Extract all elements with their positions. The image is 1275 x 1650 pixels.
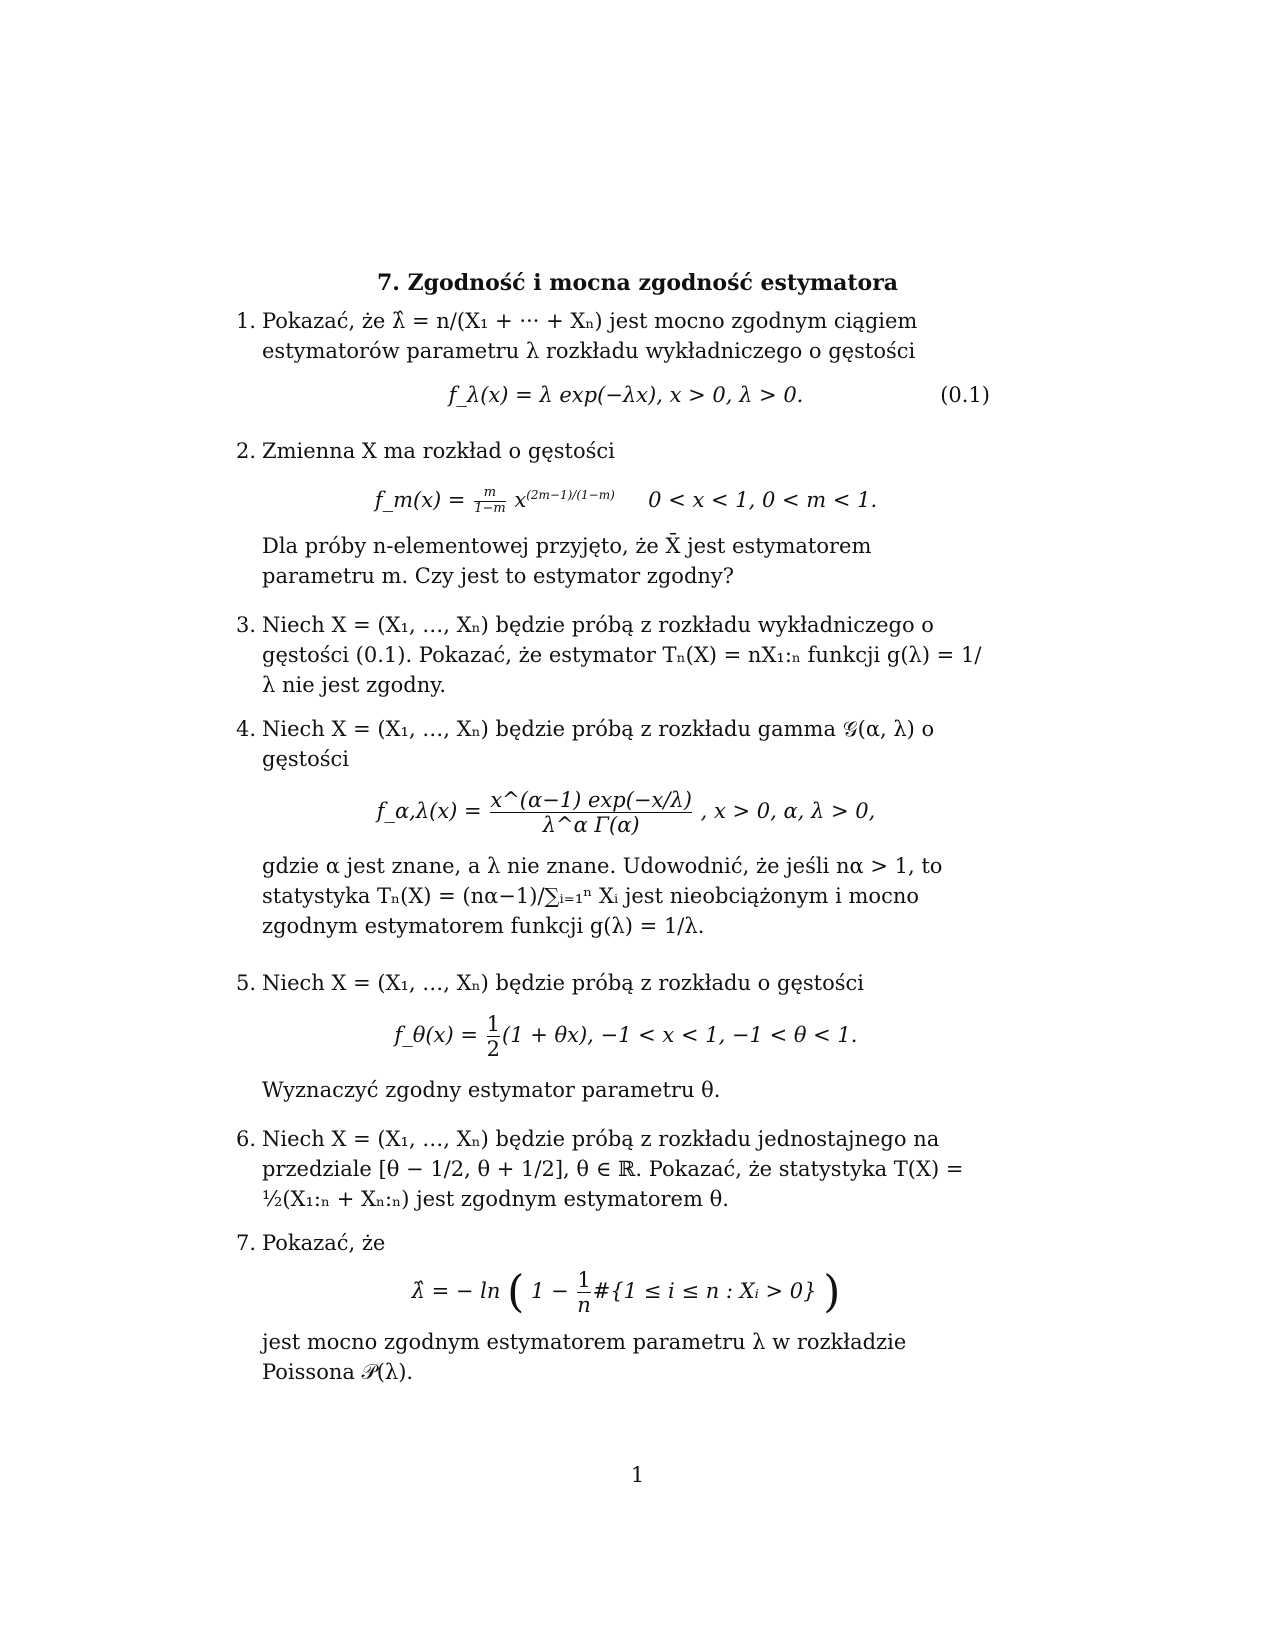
problem-text: Pokazać, że λ̂ = n/(X₁ + ··· + Xₙ) jest mocno zgodnym ciągiem estymatorów parametru λ rozkładu wykładniczego o gęstości [262,309,918,363]
problem-7 [230,1228,990,1387]
fraction-denominator: λ^α Γ(α) [490,812,692,837]
problem-text: Niech X = (X₁, …, Xₙ) będzie próbą z rozkładu jednostajnego na przedziale [θ − 1/2, θ + 1/2], θ ∈ ℝ. Pokazać, że statystyka T(X) = ½(X₁:ₙ + Xₙ:ₙ) jest zgodnym estymatorem θ. [262,1127,964,1211]
section-title: 7. Zgodność i mocna zgodność estymatora [376,270,899,296]
fraction-numerator: x^(α−1) exp(−x/λ) [490,788,692,812]
equation [262,788,990,837]
fraction-numerator: 1 [486,1012,500,1036]
problem-3 [230,610,990,700]
fraction [577,1268,591,1317]
problem-text: Niech X = (X₁, …, Xₙ) będzie próbą z rozkładu wykładniczego o gęstości (0.1). Pokazać, że estymator Tₙ(X) = nX₁:ₙ funkcji g(λ) = 1/λ nie jest zgodny. [262,613,982,697]
problem-6 [230,1124,990,1214]
fraction-denominator: 1−m [474,501,506,516]
problem-number: 1. [235,309,256,333]
equation [262,380,990,410]
equation-lhs: f_m(x) = [374,488,466,512]
equation-conditions: (1 + θx), −1 < x < 1, −1 < θ < 1. [502,1023,858,1048]
problem-2 [230,436,990,591]
problem-number: 7. [235,1231,256,1255]
power-base: x [514,488,527,512]
problem-number: 5. [235,971,256,995]
fraction-numerator: m [483,485,497,501]
problem-text-2: Dla próby n-elementowej przyjęto, że X̄ jest estymatorem parametru m. Czy jest to estymator zgodny? [262,533,872,588]
problem-text-2: gdzie α jest znane, a λ nie znane. Udowodnić, że jeśli nα > 1, to statystyka Tₙ(X) = (nα−1)/∑ᵢ₌₁ⁿ Xᵢ jest nieobciążonym i mocno zgodnym estymatorem funkcji g(λ) = 1/λ. [262,854,943,939]
left-paren: ( [507,1266,525,1318]
equation-conditions: , x > 0, α, λ > 0, [700,799,876,824]
problem-text-2: jest mocno zgodnym estymatorem parametru λ w rozkładzie Poissona 𝒫(λ). [262,1330,907,1385]
fraction-numerator: 1 [577,1268,591,1292]
equation [262,480,990,517]
fraction [474,486,506,517]
problem-5 [230,968,990,1105]
equation-lhs: f_θ(x) = [394,1023,478,1048]
problem-number: 3. [235,613,256,637]
equation [262,1268,990,1317]
equation-body: f_λ(x) = λ exp(−λx), x > 0, λ > 0. [448,383,804,407]
equation-number: (0.1) [940,383,990,407]
problem-number: 6. [235,1127,256,1151]
fraction-denominator: n [577,1293,591,1318]
problem-text: Niech X = (X₁, …, Xₙ) będzie próbą z rozkładu o gęstości [262,971,864,995]
problem-4 [230,714,990,941]
equation-term: 1 − [530,1279,569,1304]
fraction-denominator: 2 [486,1037,500,1062]
problem-text: Zmienna X ma rozkład o gęstości [262,439,615,463]
equation [262,1012,990,1061]
problem-number: 2. [235,439,256,463]
problem-1 [230,306,990,424]
problem-text-2: Wyznaczyć zgodny estymator parametru θ. [262,1078,721,1103]
problem-text: Pokazać, że [262,1231,386,1255]
page-number: 1 [630,1463,645,1487]
power-exponent: (2m−1)/(1−m) [526,488,615,502]
equation-conditions: 0 < x < 1, 0 < m < 1. [648,488,878,512]
fraction [490,788,692,837]
problem-number: 4. [235,717,256,741]
equation-term-2: #{1 ≤ i ≤ n : Xᵢ > 0} [592,1279,817,1304]
equation-lhs: f_α,λ(x) = [376,799,482,824]
fraction [487,1012,500,1061]
right-paren: ) [823,1266,841,1318]
equation-lhs: λ̂ = − ln [411,1279,501,1304]
problem-text: Niech X = (X₁, …, Xₙ) będzie próbą z rozkładu gamma 𝒢(α, λ) o gęstości [262,717,935,771]
